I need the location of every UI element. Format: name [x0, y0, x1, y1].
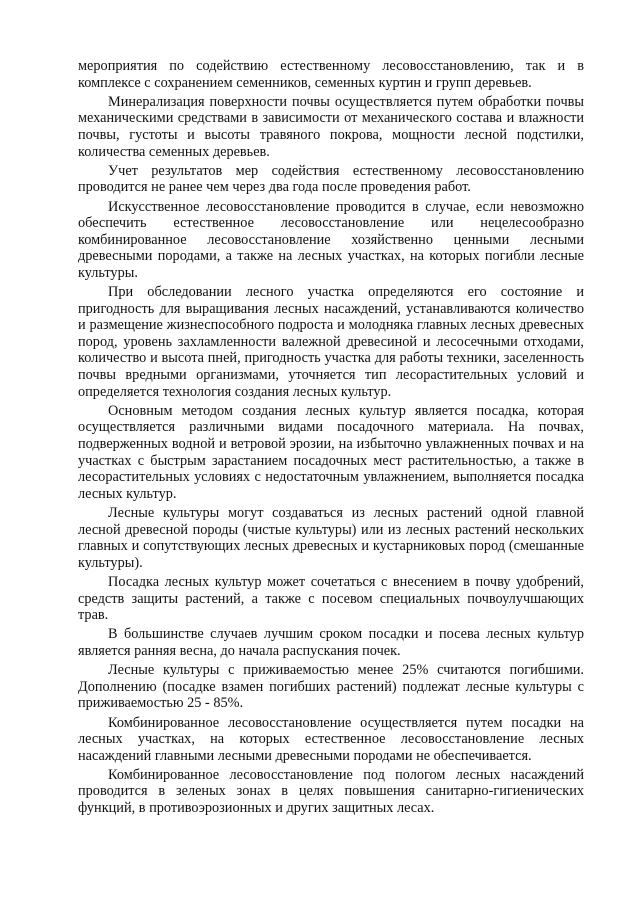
- paragraph-6: Основным методом создания лесных культур является посадка, которая осуществляется различными видами посадочного материала. На почвах, подверженных водной и ветровой эрозии, на избыточно увлажненных почвах и на участках с быстрым зарастанием посадочных мест растительностью, а также в лесорастительных условиях с недостаточным увлажнением, выполняется посадка лесных культур.: [78, 402, 584, 502]
- paragraph-3: Учет результатов мер содействия естественному лесовосстановлению проводится не ранее чем через два года после проведения работ.: [78, 162, 584, 196]
- paragraph-10: Лесные культуры с приживаемостью менее 25% считаются погибшими. Дополнению (посадке взамен погибших растений) подлежат лесные культуры с приживаемостью 25 - 85%.: [78, 662, 584, 712]
- paragraph-12: Комбинированное лесовосстановление под пологом лесных насаждений проводится в зеленых зонах в целях повышения санитарно-гигиенических функций, в противоэрозионных и других защитных лесах.: [78, 766, 584, 817]
- paragraph-2: Минерализация поверхности почвы осуществляется путем обработки почвы механическими средствами в зависимости от механического состава и влажности почвы, густоты и высоты травяного покрова, мощности лесной подстилки, количества семенных деревьев.: [78, 93, 584, 160]
- paragraph-11: Комбинированное лесовосстановление осуществляется путем посадки на лесных участках, на которых естественное лесовосстановление лесных насаждений главными лесными древесными породами не обеспечивается.: [78, 714, 584, 764]
- paragraph-7: Лесные культуры могут создаваться из лесных растений одной главной лесной древесной породы (чистые культуры) или из лесных растений нескольких главных и сопутствующих лесных древесных и кустарниковых пород (смешанные культуры).: [78, 505, 584, 571]
- paragraph-8: Посадка лесных культур может сочетаться с внесением в почву удобрений, средств защиты растений, а также с посевом специальных почвоулучшающих трав.: [78, 573, 584, 624]
- paragraph-5: При обследовании лесного участка определяются его состояние и пригодность для выращивания лесных насаждений, устанавливаются количество и размещение жизнеспособного подроста и молодняка главных лесных древесных пород, уровень захламленности валежной древесиной и лесосечными отходами, количество и высота пней, пригодность участка для работы техники, заселенность почвы вредными организмами, уточняется тип лесорастительных условий и определяется технология создания лесных культур.: [78, 284, 584, 400]
- document-page: [78, 58, 584, 819]
- paragraph-9: В большинстве случаев лучшим сроком посадки и посева лесных культур является ранняя весна, до начала распускания почек.: [78, 626, 584, 659]
- paragraph-1: мероприятия по содействию естественному лесовосстановлению, так и в комплексе с сохранением семенников, семенных куртин и групп деревьев.: [78, 58, 584, 91]
- paragraph-4: Искусственное лесовосстановление проводится в случае, если невозможно обеспечить естественное лесовосстановление или нецелесообразно комбинированное лесовосстановление хозяйственно ценными лесными древесными породами, а также на лесных участках, на которых погибли лесные культуры.: [78, 198, 584, 281]
